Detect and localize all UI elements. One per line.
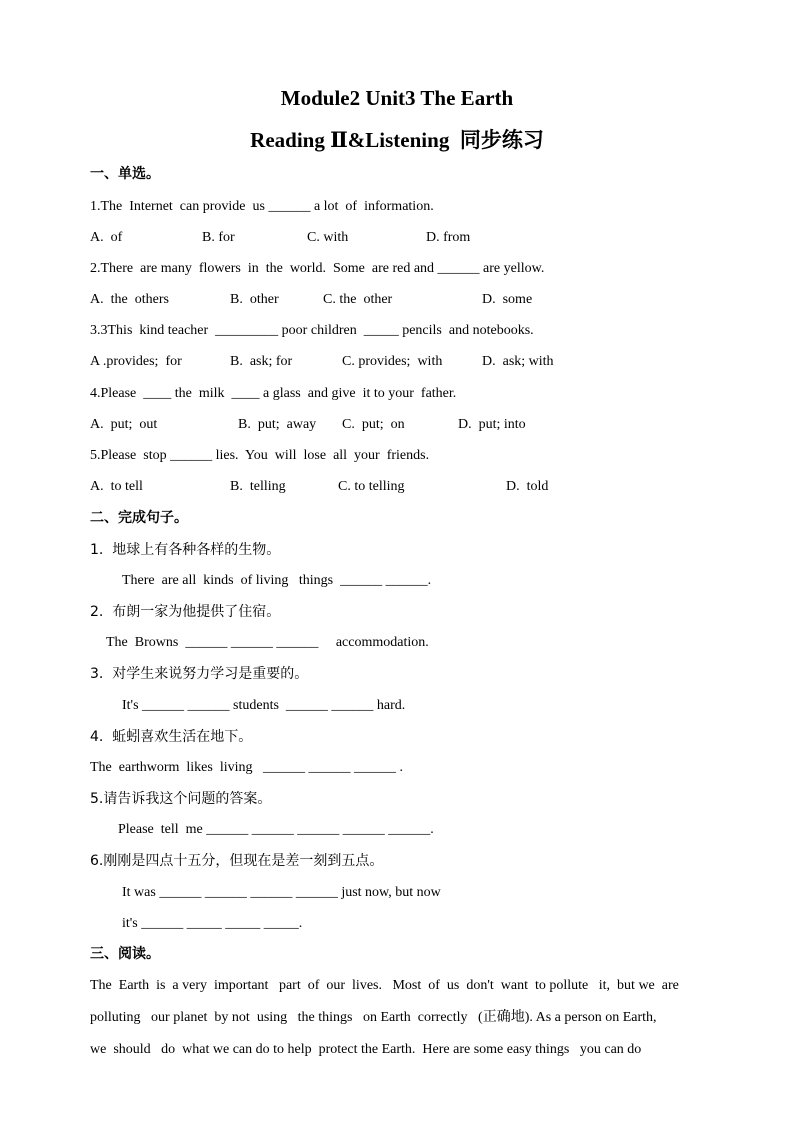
english-blank-sentence: Please tell me ______ ______ ______ ______ ______. <box>118 822 434 837</box>
option-c: C. with <box>307 230 349 245</box>
question-stem: 1.The Internet can provide us ______ a lot of information. <box>90 199 434 214</box>
option-b: B. ask; for <box>230 354 293 369</box>
option-c: C. to telling <box>338 479 405 494</box>
option-d: D. from <box>426 230 471 245</box>
option-d: D. told <box>506 479 549 494</box>
option-c: C. provides; with <box>342 354 443 369</box>
option-d: D. some <box>482 292 533 307</box>
option-a: A. to tell <box>90 479 143 494</box>
option-a: A. the others <box>90 292 169 307</box>
page-subtitle: Reading Ⅱ&Listening 同步练习 <box>250 128 544 152</box>
question-stem: 3.3This kind teacher _________ poor children _____ pencils and notebooks. <box>90 323 534 338</box>
question-stem: 2.There are many flowers in the world. Some are red and ______ are yellow. <box>90 261 545 276</box>
option-b: B. for <box>202 230 235 245</box>
chinese-prompt: 4. 蚯蚓喜欢生活在地下。 <box>90 729 253 745</box>
option-b: B. put; away <box>238 417 317 432</box>
chinese-prompt: 5.请告诉我这个问题的答案。 <box>90 791 272 807</box>
option-a: A. of <box>90 230 123 245</box>
english-blank-sentence: It was ______ ______ ______ ______ just now, but now <box>122 885 441 900</box>
section-heading-complete-sentences: 二、完成句子。 <box>90 510 188 526</box>
reading-passage-line: The Earth is a very important part of our lives. Most of us don't want to pollute it, but we are <box>90 978 679 993</box>
section-heading-reading: 三、阅读。 <box>90 946 160 962</box>
chinese-prompt: 6.刚刚是四点十五分，但现在是差一刻到五点。 <box>90 853 384 869</box>
question-stem: 5.Please stop ______ lies. You will lose all your friends. <box>90 448 430 463</box>
chinese-prompt: 1. 地球上有各种各样的生物。 <box>90 542 281 558</box>
option-b: B. telling <box>230 479 286 494</box>
chinese-prompt: 3. 对学生来说努力学习是重要的。 <box>90 666 309 682</box>
chinese-prompt: 2. 布朗一家为他提供了住宿。 <box>90 604 281 620</box>
english-blank-sentence: The Browns ______ ______ ______ accommodation. <box>106 635 429 650</box>
option-c: C. put; on <box>342 417 405 432</box>
reading-passage-line: polluting our planet by not using the things on Earth correctly (正确地). As a person on Earth, <box>90 1010 657 1025</box>
option-d: D. put; into <box>458 417 526 432</box>
page-title: Module2 Unit3 The Earth <box>280 86 514 110</box>
english-blank-sentence-continued: it's ______ _____ _____ _____. <box>122 916 303 931</box>
option-a: A. put; out <box>90 417 158 432</box>
option-b: B. other <box>230 292 279 307</box>
english-blank-sentence: The earthworm likes living ______ ______ ______ . <box>90 760 404 775</box>
english-blank-sentence: It's ______ ______ students ______ ______ hard. <box>122 698 406 713</box>
english-blank-sentence: There are all kinds of living things ______ ______. <box>122 573 432 588</box>
question-stem: 4.Please ____ the milk ____ a glass and give it to your father. <box>90 386 457 401</box>
option-a: A .provides; for <box>90 354 182 369</box>
option-d: D. ask; with <box>482 354 554 369</box>
reading-passage-line: we should do what we can do to help protect the Earth. Here are some easy things you can do <box>90 1042 642 1057</box>
section-heading-multiple-choice: 一、单选。 <box>90 166 160 182</box>
option-c: C. the other <box>323 292 393 307</box>
